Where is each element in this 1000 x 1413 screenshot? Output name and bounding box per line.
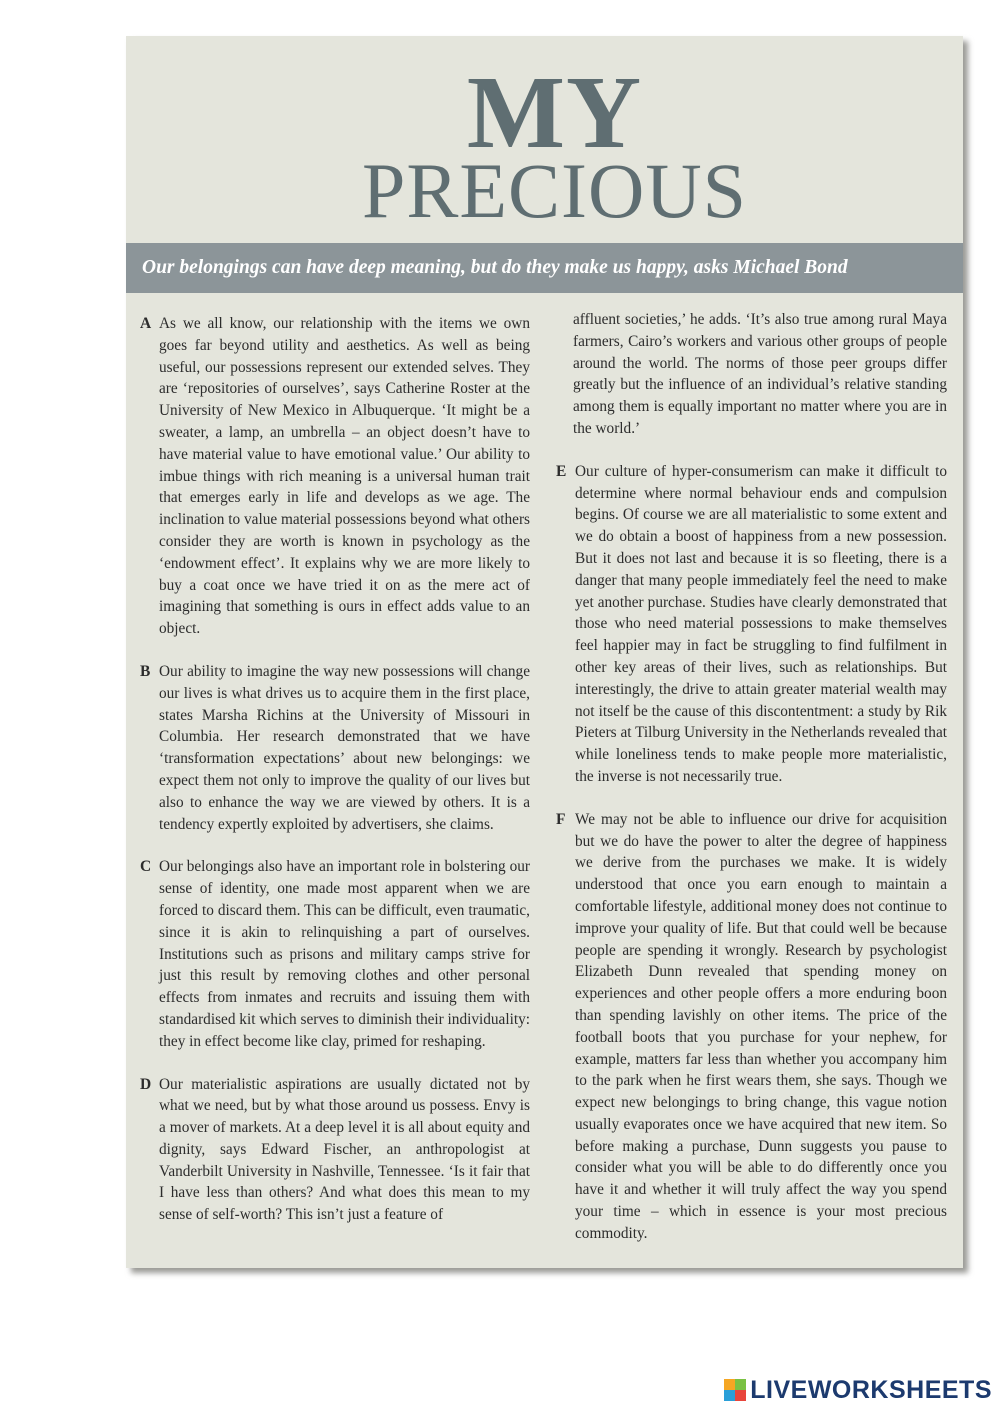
section-text: Our belongings also have an important role in bolstering our sense of identity, one made most apparent when we are forced to discard them. This can be difficult, even traumatic, since it is akin to relinquishing a part of ourselves. Institutions such as prisons and military camps strive for just this result by removing clothes and other personal effects from inmates and recruits and issuing them with standardised kit which serves to diminish their individuality: they in effect become like clay, primed for reshaping. (159, 858, 530, 1050)
section-letter: B (140, 662, 151, 680)
watermark-text: LIVEWORKSHEETS (750, 1376, 992, 1404)
section-c (140, 856, 530, 1052)
article-page (126, 36, 963, 1268)
section-text: Our materialistic aspirations are usually dictated not by what we need, but by what those around us possess. Envy is a mover of markets. At a deep level it is all about equity and dignity, says Edward Fischer, an anthropologist at Vanderbilt University in Nashville, Tennessee. ‘Is it fair that I have less than others? And what does this mean to my sense of self-worth? This isn’t just a feature of (159, 1075, 530, 1224)
title-line-2: PRECIOUS (361, 147, 748, 234)
section-text: affluent societies,’ he adds. ‘It’s also true among rural Maya farmers, Cairo’s workers and various other groups of people around the world. The norms of those peer groups differ greatly but the influence of an individual’s relative standing among them is equally important no matter where you are in the world.’ (573, 311, 947, 437)
section-letter: D (140, 1075, 152, 1093)
section-text: As we all know, our relationship with the items we own goes far beyond utility and aesthetics. As well as being useful, our possessions represent our extended selves. They are ‘repositories of ourselves’, says Catherine Roster at the University of New Mexico in Albuquerque. ‘It might be a sweater, a lamp, an umbrella – an object doesn’t have to have material value to have emotional value.’ Our ability to imbue things with rich meaning is a universal human trait that emerges early in life and develops as we age. The inclination to value material possessions beyond what others consider they are worth is known in psychology as the ‘endowment effect’. It explains why we are more likely to buy a coat once we have tried it on as the mere act of imagining that something is ours in effect adds value to an object. (159, 315, 530, 638)
title-line-1: MY (466, 55, 643, 170)
section-letter: E (556, 462, 567, 480)
section-d-continued (556, 309, 947, 440)
section-text: We may not be able to influence our drive for acquisition but we do have the power to alter the degree of happiness we derive from the purchases we make. It is widely understood that once you earn enough to maintain a comfortable lifestyle, additional money does not continue to improve your quality of life. But that could well be because people are spending it wrongly. Research by psychologist Elizabeth Dunn revealed that spending money on experiences and other people offers a more enduring boon than spending lavishly on other items. The price of the football boots that you purchase for your nephew, for example, matters far less than whether you accompany him to the park when he first wears them, she says. Though we expect new belongings to bring change, this vague notion usually evaporates once we have acquired that new item. So before making a purchase, Dunn suggests you pause to consider what you will be able to do differently once you have it and whether it will truly affect the way you spend your time – which in essence is your most precious commodity. (575, 810, 947, 1242)
liveworksheets-logo-icon (724, 1379, 746, 1401)
section-text: Our culture of hyper-consumerism can make it difficult to determine where normal behaviour ends and compulsion begins. Of course we are all materialistic to some extent and we do obtain a boost of happiness from a new possession. But it does not last and because it is so fleeting, there is a danger that many people immediately feel the need to make yet another purchase. Studies have clearly demonstrated that those who need material possessions to make themselves feel happier may in fact be struggling to find fulfilment in other key areas of their lives, such as relationships. But interestingly, the drive to attain greater material wealth may not itself be the cause of this discontentment: a study by Rik Pieters at Tilburg University in the Netherlands revealed that while loneliness tends to make people more materialistic, the inverse is not necessarily true. (575, 462, 947, 785)
left-column (140, 313, 530, 1247)
section-e (556, 461, 947, 788)
section-a (140, 313, 530, 640)
subtitle: Our belongings can have deep meaning, but do they make us happy, asks Michael Bond (142, 257, 848, 278)
right-column (556, 309, 947, 1266)
section-letter: F (556, 810, 566, 828)
section-letter: A (140, 315, 152, 332)
section-d (140, 1074, 530, 1227)
subtitle-band (126, 243, 963, 293)
section-text: Our ability to imagine the way new possessions will change our lives is what drives us to acquire them in the first place, states Marsha Richins at the University of Missouri in Columbia. Her research demonstrated that we have ‘transformation expectations’ about new belongings: we expect them not only to improve the quality of our lives but also to enhance the way we are viewed by others. It is a tendency expertly exploited by advertisers, she claims. (159, 662, 530, 833)
section-letter: C (140, 858, 152, 876)
section-b (140, 661, 530, 835)
section-f (556, 809, 947, 1245)
liveworksheets-watermark (724, 1377, 992, 1403)
